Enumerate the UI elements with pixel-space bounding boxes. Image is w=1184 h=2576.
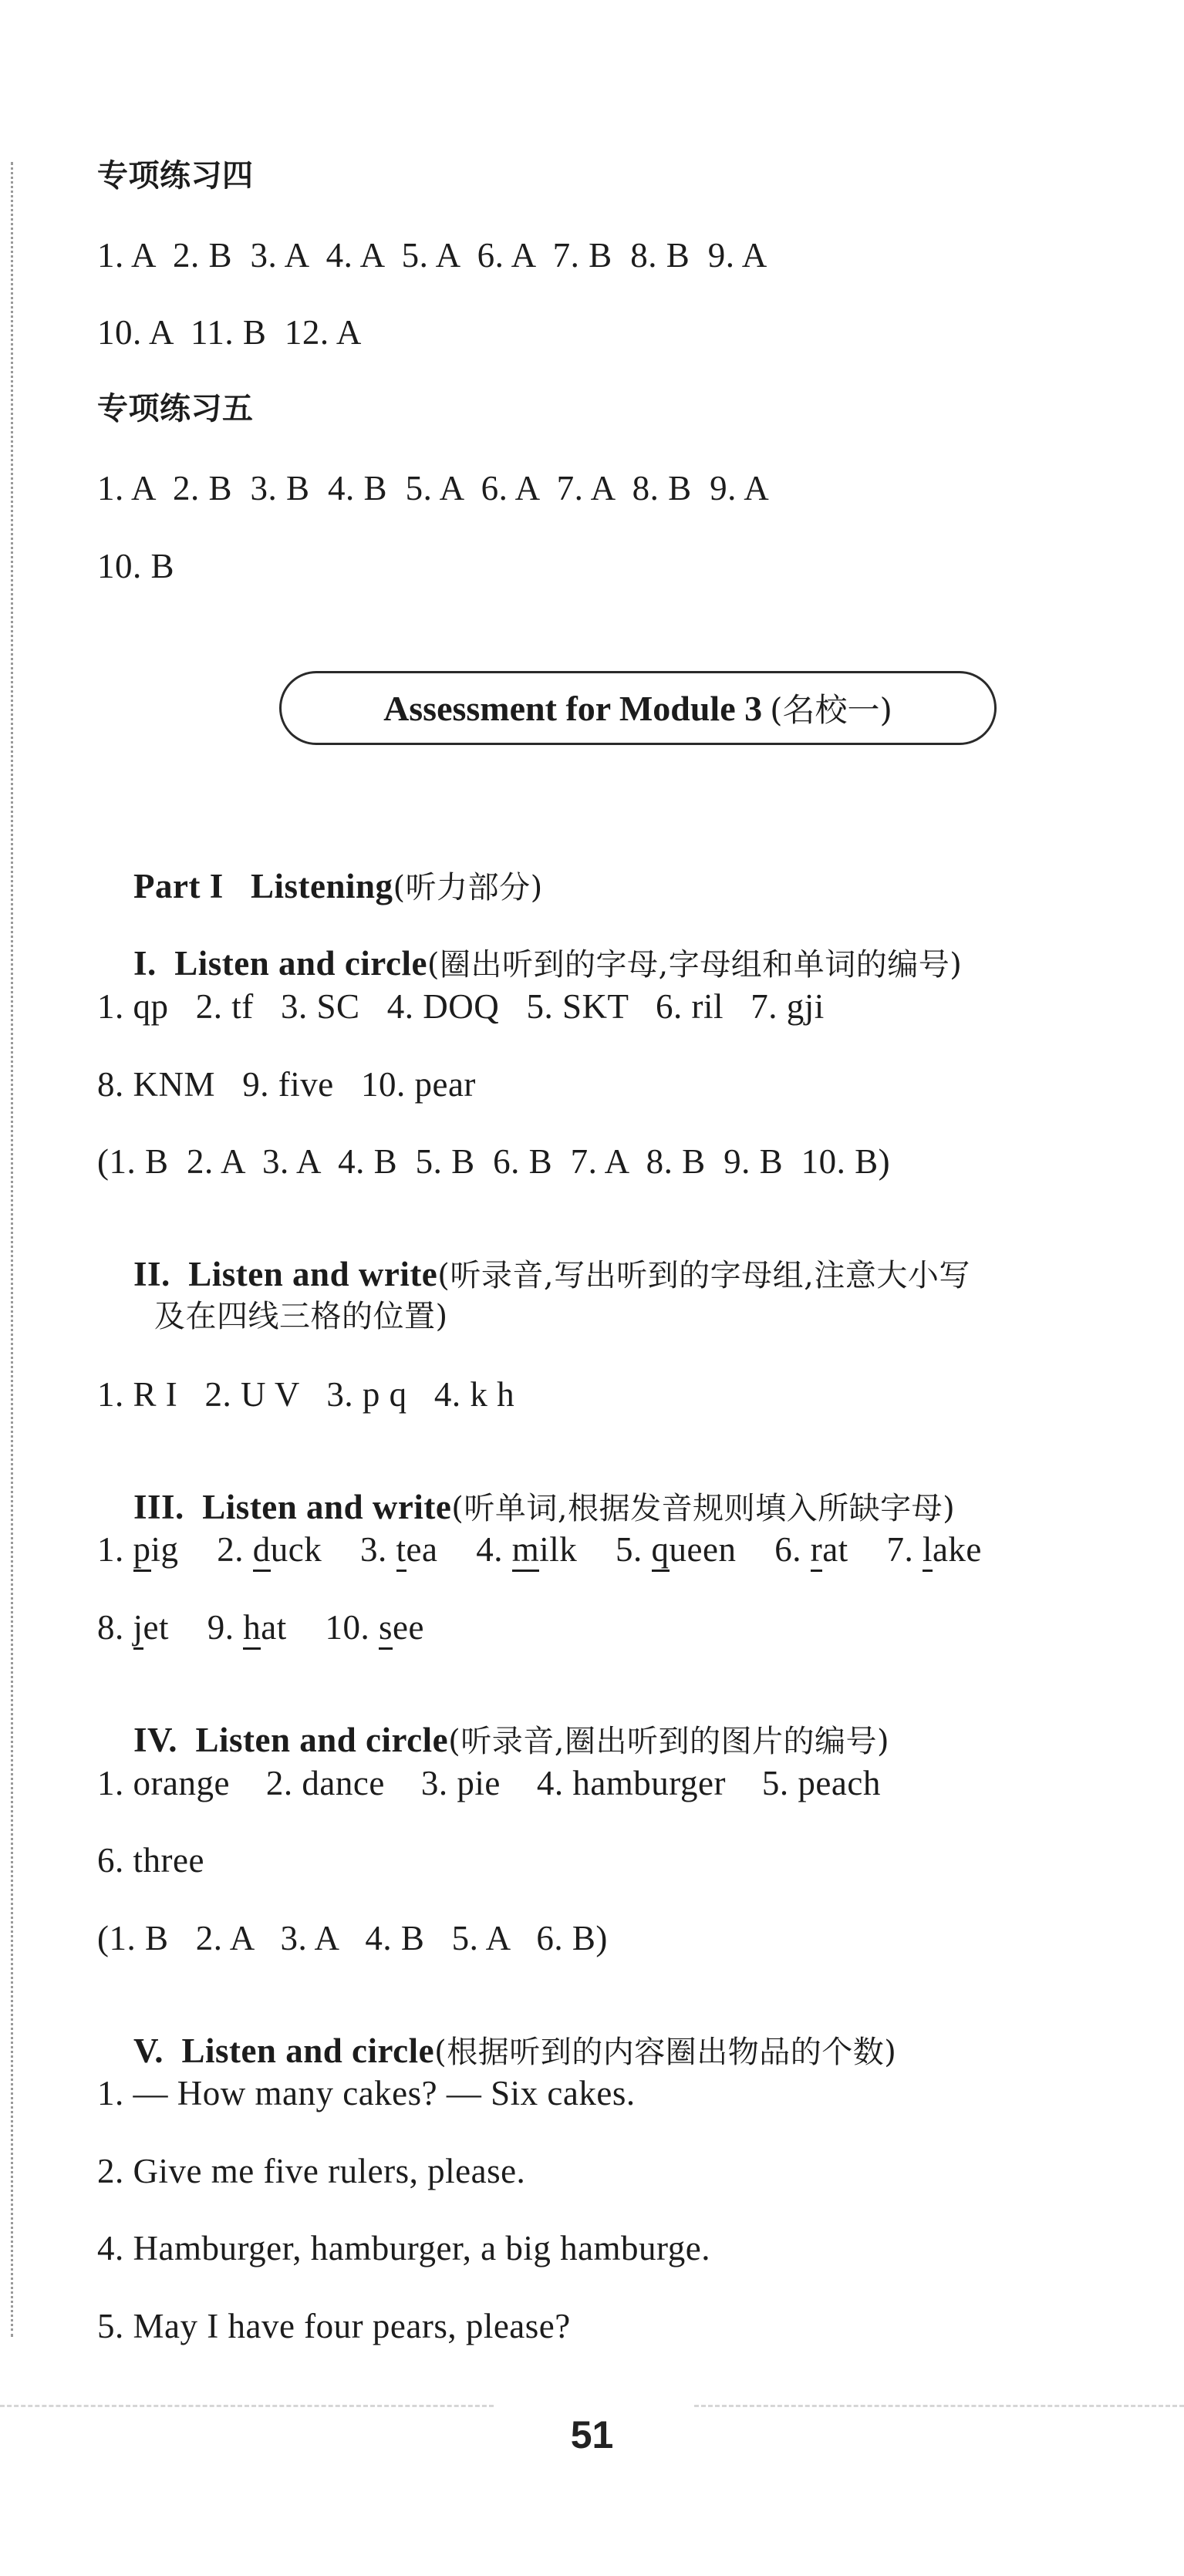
- q3-item: 6. rat: [774, 1530, 848, 1572]
- margin-dotted-line: [11, 162, 13, 2337]
- question-2-instruction: (听录音,写出听到的字母组,注意大小写: [437, 1258, 970, 1293]
- q3-item: 1. pig: [97, 1530, 179, 1572]
- q3-item: 5. queen: [616, 1530, 736, 1572]
- q3-item: 3. tea: [360, 1530, 437, 1572]
- question-4-row-1: 1. orange 2. dance 3. pie 4. hamburger 5. peach: [97, 1764, 881, 1802]
- q3-item: 8. jet: [97, 1608, 169, 1650]
- question-5-line: 4. Hamburger, hamburger, a big hamburge.: [97, 2229, 710, 2267]
- part-1-subtitle: (听力部分): [393, 870, 543, 905]
- q3-item: 2. duck: [217, 1530, 322, 1572]
- q3-item: 9. hat: [207, 1608, 287, 1650]
- question-1-label: I. Listen and circle: [133, 944, 427, 983]
- q3-item: 4. milk: [476, 1530, 577, 1572]
- question-3-row-1: [97, 1532, 982, 1567]
- q3-item: 7. lake: [886, 1530, 981, 1572]
- section-5-answers-row-1: 1. A 2. B 3. B 4. B 5. A 6. A 7. A 8. B 9. A: [97, 469, 770, 507]
- question-4-label: IV. Listen and circle: [133, 1721, 449, 1759]
- question-1-instruction: (圈出听到的字母,字母组和单词的编号): [427, 947, 963, 983]
- question-5-instruction: (根据听到的内容圈出物品的个数): [434, 2035, 897, 2070]
- question-5-line: 2. Give me five rulers, please.: [97, 2152, 526, 2190]
- question-5-line: 1. — How many cakes? — Six cakes.: [97, 2074, 636, 2112]
- section-4-answers-row-2: 10. A 11. B 12. A: [97, 313, 362, 352]
- assessment-banner: [279, 671, 997, 745]
- footer-divider-left: [0, 2405, 494, 2407]
- page-number: 51: [570, 2413, 614, 2456]
- question-2-row-1: 1. R I 2. U V 3. p q 4. k h: [97, 1375, 515, 1414]
- question-2-instruction-cont: 及在四线三格的位置): [154, 1299, 448, 1334]
- question-4-instruction: (听录音,圈出听到的图片的编号): [448, 1724, 890, 1759]
- question-5-label: V. Listen and circle: [133, 2031, 435, 2070]
- question-3-label: III. Listen and write: [133, 1488, 452, 1526]
- section-4-answers-row-1: 1. A 2. B 3. A 4. A 5. A 6. A 7. B 8. B 9. A: [97, 236, 767, 275]
- q3-item: 10. see: [325, 1608, 423, 1650]
- question-3-instruction: (听单词,根据发音规则填入所缺字母): [451, 1491, 956, 1526]
- footer-divider-right: [694, 2405, 1184, 2407]
- question-1-row-1: 1. qp 2. tf 3. SC 4. DOQ 5. SKT 6. ril 7. gji: [97, 987, 825, 1026]
- question-4-answers: (1. B 2. A 3. A 4. B 5. A 6. B): [97, 1919, 608, 1957]
- part-1-title: Part I Listening: [133, 867, 393, 905]
- section-title-5: 专项练习五: [97, 390, 254, 427]
- question-5-line: 5. May I have four pears, please?: [97, 2307, 571, 2345]
- banner-title: Assessment for Module 3: [383, 688, 763, 728]
- section-title-4: 专项练习四: [97, 157, 254, 194]
- question-2-label: II. Listen and write: [133, 1255, 438, 1293]
- question-3-row-2: [97, 1610, 424, 1645]
- question-1-answers: (1. B 2. A 3. A 4. B 5. B 6. B 7. A 8. B 9. B 10. B): [97, 1142, 891, 1181]
- banner-subtitle: (名校一): [770, 691, 892, 729]
- question-4-row-2: 6. three: [97, 1841, 204, 1880]
- question-1-row-2: 8. KNM 9. five 10. pear: [97, 1065, 476, 1104]
- section-5-answers-row-2: 10. B: [97, 547, 175, 585]
